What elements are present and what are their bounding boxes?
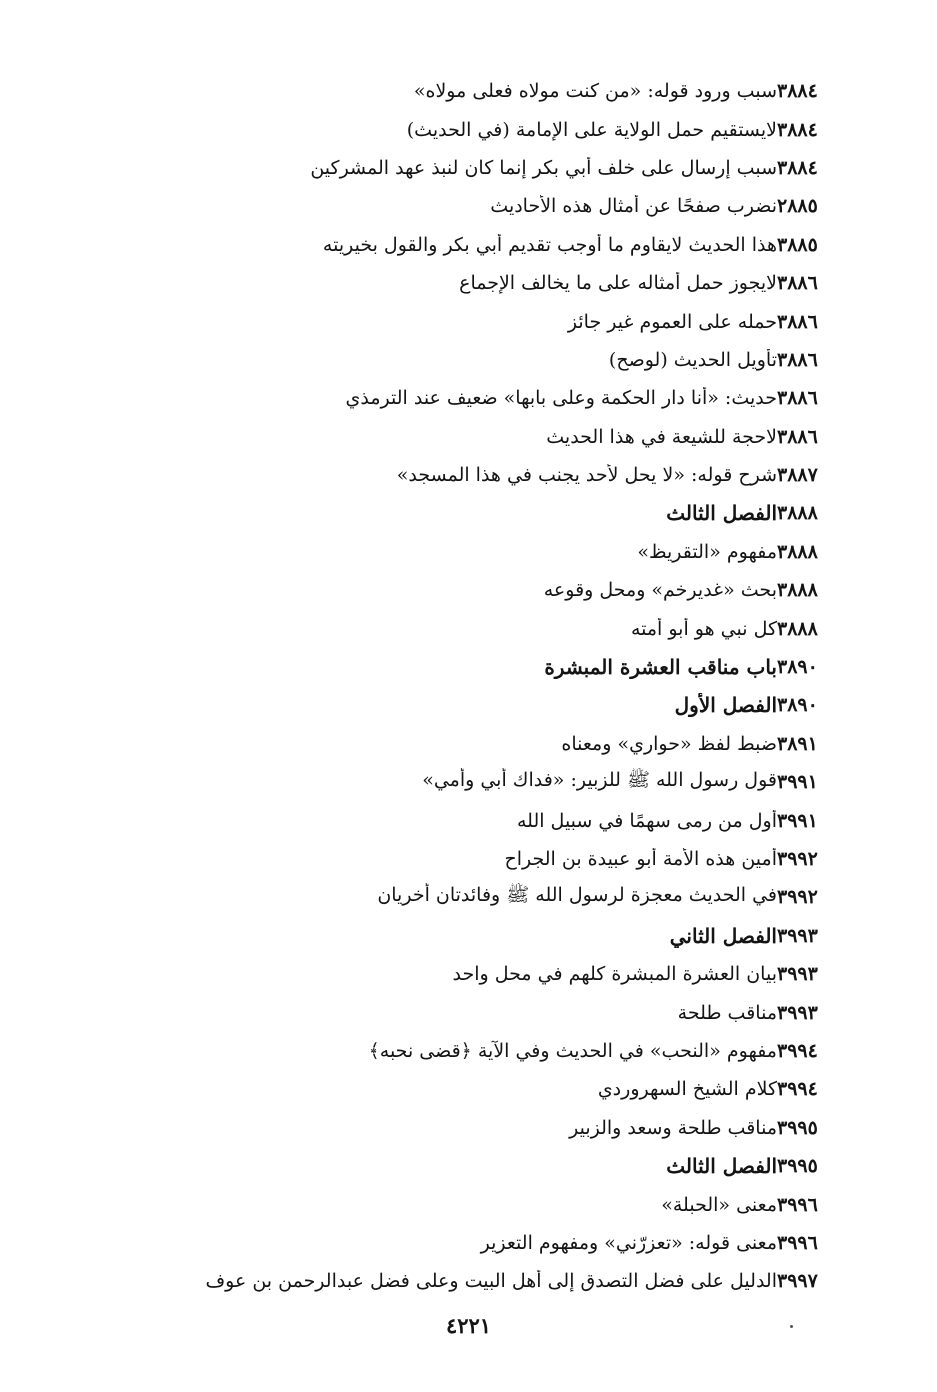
toc-entry xyxy=(95,379,847,417)
toc-entry-page-number: ٣٩٩٥ xyxy=(777,1116,818,1139)
toc-entry-title: الفصل الأول xyxy=(674,693,777,718)
toc-section-heading xyxy=(95,686,847,724)
table-of-contents xyxy=(95,72,847,1301)
toc-entry-title: كلام الشيخ السهروردي xyxy=(597,1078,777,1101)
toc-entry-title: الفصل الثالث xyxy=(666,1154,777,1179)
toc-entry-title: لايجوز حمل أمثاله على ما يخالف الإجماع xyxy=(459,272,777,295)
toc-entry-title: معنى قوله: «تعزرّني» ومفهوم التعزير xyxy=(480,1231,777,1254)
toc-entry-page-number: ٣٩٩٣ xyxy=(777,924,818,947)
toc-entry-page-number: ٣٩٩٦ xyxy=(777,1231,818,1254)
toc-entry-page-number: ٣٨٨٦ xyxy=(777,348,818,371)
toc-entry-title: حمله على العموم غير جائز xyxy=(567,310,777,333)
toc-entry xyxy=(95,418,847,456)
toc-section-heading xyxy=(95,1147,847,1185)
toc-entry-page-number: ٣٨٨٤ xyxy=(777,156,818,179)
toc-entry-title: في الحديث معجزة لرسول الله ﷺ وفائدتان أخريان xyxy=(377,884,777,907)
toc-entry-page-number: ٣٨٨٥ xyxy=(777,233,818,256)
toc-entry xyxy=(95,187,847,225)
toc-entry-page-number: ٣٩٩١ xyxy=(777,771,818,794)
toc-entry xyxy=(95,1070,847,1108)
toc-entry-page-number: ٣٨٨٨ xyxy=(777,617,818,640)
toc-entry xyxy=(95,993,847,1031)
toc-entry-page-number: ٣٨٨٦ xyxy=(777,272,818,295)
toc-entry-title: شرح قوله: «لا يحل لأحد يجنب في هذا المسجد» xyxy=(396,464,777,487)
scan-speck xyxy=(790,1325,793,1328)
toc-entry xyxy=(95,1224,847,1262)
toc-entry xyxy=(95,955,847,993)
toc-entry-title: مفهوم «النحب» في الحديث وفي الآية ﴿قضى نحبه﴾ xyxy=(368,1039,777,1062)
toc-entry-page-number: ٣٨٨٦ xyxy=(777,425,818,448)
toc-entry-title: أول من رمى سهمًا في سبيل الله xyxy=(516,809,777,832)
toc-entry xyxy=(95,840,847,878)
toc-entry-title: تأويل الحديث (لوصح) xyxy=(608,348,777,371)
toc-entry-title: هذا الحديث لايقاوم ما أوجب تقديم أبي بكر والقول بخيريته xyxy=(322,233,777,256)
toc-section-heading xyxy=(95,494,847,532)
toc-entry xyxy=(95,763,847,801)
toc-entry-title: كل نبي هو أبو أمته xyxy=(630,617,777,640)
toc-entry-page-number: ٣٩٩١ xyxy=(777,809,818,832)
toc-section-heading xyxy=(95,648,847,686)
toc-section-heading xyxy=(95,917,847,955)
toc-entry xyxy=(95,302,847,340)
toc-entry-page-number: ٣٩٩٢ xyxy=(777,848,818,870)
toc-entry xyxy=(95,1185,847,1223)
page-number: ٤٢٢١ xyxy=(445,1313,492,1338)
toc-entry xyxy=(95,226,847,264)
toc-entry xyxy=(95,533,847,571)
toc-entry-page-number: ٣٩٩٣ xyxy=(777,1001,818,1024)
toc-entry xyxy=(95,110,847,148)
toc-entry-page-number: ٣٨٨٨ xyxy=(777,579,818,602)
toc-entry xyxy=(95,149,847,187)
toc-entry xyxy=(95,571,847,609)
toc-entry xyxy=(95,264,847,302)
toc-entry-title: سبب إرسال على خلف أبي بكر إنما كان لنبذ عهد المشركين xyxy=(310,156,777,179)
toc-entry-page-number: ٣٨٨٨ xyxy=(777,502,818,525)
toc-entry-page-number: ٣٨٨٦ xyxy=(777,310,818,333)
toc-entry-page-number: ٣٩٩٧ xyxy=(777,1270,818,1293)
toc-entry-page-number: ٣٨٨٨ xyxy=(777,540,818,563)
toc-entry-title: قول رسول الله ﷺ للزبير: «فداك أبي وأمي» xyxy=(422,769,777,792)
toc-entry-page-number: ٣٨٩١ xyxy=(777,732,818,755)
toc-entry-page-number: ٣٨٨٧ xyxy=(777,464,818,487)
toc-entry-page-number: ٢٨٨٥ xyxy=(777,195,818,218)
toc-entry xyxy=(95,1032,847,1070)
toc-entry xyxy=(95,801,847,839)
toc-entry-title: الفصل الثالث xyxy=(666,501,777,526)
toc-entry-title: نضرب صفحًا عن أمثال هذه الأحاديث xyxy=(490,195,777,218)
toc-entry-title: لايستقيم حمل الولاية على الإمامة (في الحديث) xyxy=(406,118,777,141)
toc-entry-title: بحث «غديرخم» ومحل وقوعه xyxy=(543,579,777,602)
toc-entry-title: مناقب طلحة xyxy=(677,1001,777,1024)
toc-entry-page-number: ٣٩٩٦ xyxy=(777,1193,818,1216)
toc-entry xyxy=(95,609,847,647)
toc-entry-title: لاحجة للشيعة في هذا الحديث xyxy=(546,425,777,448)
toc-entry-page-number: ٣٩٩٤ xyxy=(777,1078,818,1101)
toc-entry-page-number: ٣٩٩٢ xyxy=(777,886,818,909)
toc-entry-title: باب مناقب العشرة المبشرة xyxy=(544,655,777,680)
toc-entry-page-number: ٣٨٩٠ xyxy=(777,694,818,717)
toc-entry-page-number: ٣٨٨٦ xyxy=(777,387,818,410)
toc-entry-page-number: ٣٩٩٤ xyxy=(777,1039,818,1062)
toc-entry xyxy=(95,72,847,110)
toc-entry-title: الدليل على فضل التصدق إلى أهل البيت وعلى فضل عبدالرحمن بن عوف xyxy=(205,1270,777,1293)
toc-entry-title: معنى «الحبلة» xyxy=(661,1193,777,1216)
toc-entry xyxy=(95,878,847,916)
toc-entry xyxy=(95,341,847,379)
toc-entry-title: سبب ورود قوله: «من كنت مولاه فعلى مولاه» xyxy=(413,80,777,103)
toc-entry xyxy=(95,725,847,763)
toc-entry-title: بيان العشرة المبشرة كلهم في محل واحد xyxy=(452,963,777,986)
toc-entry-page-number: ٣٨٨٤ xyxy=(777,80,818,103)
toc-entry xyxy=(95,1262,847,1300)
toc-entry-page-number: ٣٨٩٠ xyxy=(777,656,818,679)
toc-entry-title: مفهوم «التقريظ» xyxy=(637,540,777,563)
toc-entry xyxy=(95,1109,847,1147)
toc-entry-page-number: ٣٩٩٣ xyxy=(777,963,818,986)
toc-entry-page-number: ٣٩٩٥ xyxy=(777,1155,818,1178)
toc-entry-title: حديث: «أنا دار الحكمة وعلى بابها» ضعيف عند الترمذي xyxy=(345,387,777,410)
toc-entry-title: ضبط لفظ «حواري» ومعناه xyxy=(561,732,777,755)
toc-entry-title: مناقب طلحة وسعد والزبير xyxy=(569,1116,777,1139)
toc-entry-page-number: ٣٨٨٤ xyxy=(777,118,818,141)
toc-entry-title: الفصل الثاني xyxy=(669,923,777,948)
toc-entry xyxy=(95,456,847,494)
toc-entry-title: أمين هذه الأمة أبو عبيدة بن الجراح xyxy=(504,848,777,870)
